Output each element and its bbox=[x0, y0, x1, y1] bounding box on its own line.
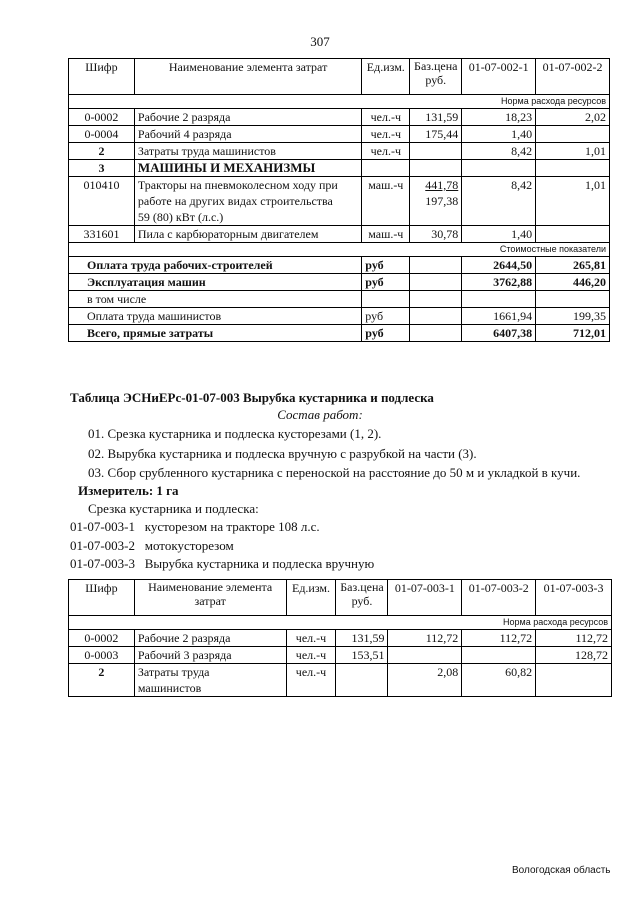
header-code: Шифр bbox=[69, 580, 135, 616]
header-price: Баз.цена руб. bbox=[336, 580, 388, 616]
work-step: 02. Вырубка кустарника и подлеска вручную с разрубкой на части (3). bbox=[88, 446, 477, 461]
cost-row: Оплата труда машинистов руб 1661,94 199,35 bbox=[69, 308, 610, 325]
table-row: 0-0002 Рабочие 2 разряда чел.-ч 131,59 18,23 2,02 bbox=[69, 109, 610, 126]
table-row: 2 Затраты труда машинистов чел.-ч 8,42 1,01 bbox=[69, 143, 610, 160]
table-row: 0-0004 Рабочий 4 разряда чел.-ч 175,44 1,40 bbox=[69, 126, 610, 143]
work-step: 03. Сбор срубленного кустарника с переноской на расстояние до 50 м и укладкой в кучи. bbox=[88, 465, 581, 480]
header-col-3: 01-07-003-3 bbox=[536, 580, 612, 616]
header-code: Шифр bbox=[69, 59, 135, 95]
section-row-machines: 3 МАШИНЫ И МЕХАНИЗМЫ bbox=[69, 160, 610, 177]
table-row: 2 Затраты труда машинистов чел.-ч 2,08 60,82 bbox=[69, 664, 612, 697]
cost-row: Всего, прямые затраты руб 6407,38 712,01 bbox=[69, 325, 610, 342]
table-row: 010410 Тракторы на пневмоколесном ходу при работе на других видах строительства 59 (80) кВт (л.с.) маш.-ч 441,78 197,38 8,42 1,01 bbox=[69, 177, 610, 226]
table-row: 0-0003 Рабочий 3 разряда чел.-ч 153,51 128,72 bbox=[69, 647, 612, 664]
work-step: 01. Срезка кустарника и подлеска кусторезами (1, 2). bbox=[88, 426, 382, 441]
resource-table-2 bbox=[68, 579, 612, 697]
norm-label: Норма расхода ресурсов bbox=[69, 616, 612, 630]
header-col-2: 01-07-003-2 bbox=[462, 580, 536, 616]
table-row: 0-0002 Рабочие 2 разряда чел.-ч 131,59 112,72 112,72 112,72 bbox=[69, 630, 612, 647]
table-row: 331601 Пила с карбюраторным двигателем маш.-ч 30,78 1,40 bbox=[69, 226, 610, 243]
composition-heading: Состав работ: bbox=[277, 407, 363, 422]
footer-region: Вологодская область bbox=[512, 865, 611, 876]
table-header-row bbox=[69, 580, 612, 616]
header-name: Наименование элемента затрат bbox=[134, 59, 361, 95]
meter: Измеритель: 1 га bbox=[78, 483, 179, 498]
cost-row: Эксплуатация машин руб 3762,88 446,20 bbox=[69, 274, 610, 291]
page-number: 307 bbox=[310, 34, 330, 49]
cost-row: в том числе bbox=[69, 291, 610, 308]
header-unit: Ед.изм. bbox=[286, 580, 336, 616]
header-unit: Ед.изм. bbox=[362, 59, 410, 95]
header-name: Наименование элемента затрат bbox=[134, 580, 286, 616]
variant-line: 01-07-003-2 мотокусторезом bbox=[70, 538, 234, 553]
header-col-2: 01-07-002-2 bbox=[536, 59, 610, 95]
header-col-1: 01-07-002-1 bbox=[462, 59, 536, 95]
variant-line: 01-07-003-1 кусторезом на тракторе 108 л.с. bbox=[70, 519, 320, 534]
norm-label: Норма расхода ресурсов bbox=[69, 95, 610, 109]
cost-row: Оплата труда рабочих-строителей руб 2644,50 265,81 bbox=[69, 257, 610, 274]
cost-label: Стоимостные показатели bbox=[69, 243, 610, 257]
variant-line: 01-07-003-3 Вырубка кустарника и подлеска вручную bbox=[70, 556, 375, 571]
resource-table-1 bbox=[68, 58, 610, 342]
header-price: Баз.цена руб. bbox=[410, 59, 462, 95]
header-col-1: 01-07-003-1 bbox=[388, 580, 462, 616]
section-title: Таблица ЭСНиЕРс-01-07-003 Вырубка кустарника и подлеска bbox=[70, 390, 434, 405]
subtitle: Срезка кустарника и подлеска: bbox=[88, 501, 259, 516]
table-header-row bbox=[69, 59, 610, 95]
